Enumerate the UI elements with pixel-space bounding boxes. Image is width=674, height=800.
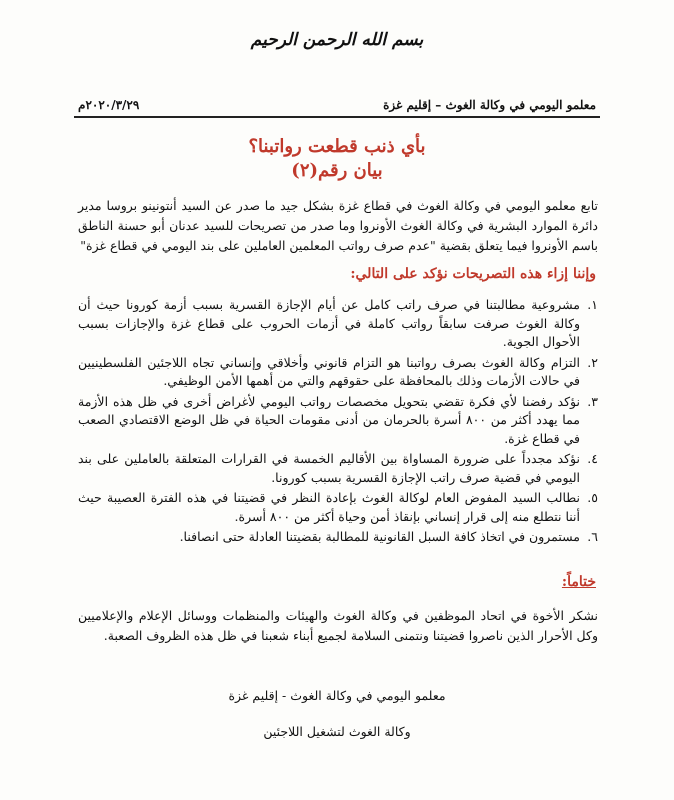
list-item [78,296,598,352]
points-subheading: وإننا إزاء هذه التصريحات نؤكد على التالي: [350,266,596,282]
basmala-heading: بسم الله الرحمن الرحيم [250,30,424,50]
statement-number: بيان رقم(٢) [291,160,383,181]
signature-line-2: وكالة الغوث لتشغيل اللاجئين [263,724,411,739]
point-number: ٤. [587,451,598,466]
statement-title: بأي ذنب قطعت رواتبنا؟ [248,136,426,157]
point-number: ١. [587,297,598,312]
list-item [78,489,598,526]
point-text: نطالب السيد المفوض العام لوكالة الغوث بإعادة النظر في قضيتنا في هذه الفترة العصيبة حيث أننا نتطلع منه إلى قرار إنساني بإنقاذ أمن وحياة أكثر من ٨٠٠ أسرة. [78,490,580,524]
points-list [78,296,598,549]
header-organization: معلمو اليومي في وكالة الغوث – إقليم غزة [383,98,596,112]
point-text: التزام وكالة الغوث بصرف رواتبنا هو التزام قانوني وأخلاقي وإنساني تجاه اللاجئين الفلسطينيين في حالات الأزمات وذلك بالمحافظة على حقوقهم والتي من أهمها الأمن الوظيفي. [78,354,580,388]
list-item [78,528,598,547]
point-text: مشروعية مطالبتنا في صرف راتب كامل عن أيام الإجازة القسرية بسبب أزمة كورونا حيث أن وكالة الغوث صرفت سابقاً رواتب كاملة في أزمات الحروب على قطاع غزة والإجازات بسبب الأحوال الجوية. [78,297,580,349]
point-number: ٥. [587,490,598,505]
header-divider [74,116,600,118]
signature-line-1: معلمو اليومي في وكالة الغوث - إقليم غزة [228,688,446,703]
point-text: نؤكد رفضنا لأي فكرة تقضي بتحويل مخصصات رواتب اليومي لأغراض أخرى في ظل هذه الأزمة مما يهدد أكثر من ٨٠٠ أسرة بالحرمان من أدنى مقومات الحياة في ظل الوضع الاقتصادي الصعب في قطاع غزة. [78,393,581,446]
point-number: ٦. [587,529,598,544]
list-item [78,393,598,449]
header-date: ٢٠٢٠/٣/٢٩م [78,98,140,112]
point-text: مستمرون في اتخاذ كافة السبل القانونية للمطالبة بقضيتنا العادلة حتى انصافنا. [179,529,580,544]
list-item [78,354,598,391]
closing-heading: ختاماً: [561,574,596,590]
list-item [78,450,598,487]
point-text: نؤكد مجدداً على ضرورة المساواة بين الأقاليم الخمسة في القرارات المتعلقة بالعاملين على بند اليومي في قضية صرف راتب الإجازة القسرية بسبب كورونا. [78,451,580,485]
closing-paragraph: نشكر الأخوة في اتحاد الموظفين في وكالة الغوث والهيئات والمنظمات ووسائل الإعلام والإعلاميين وكل الأحرار الذين ناصروا قضيتنا ونتمنى السلامة لجميع أبناء شعبنا في ظل هذه الظروف الصعبة. [78,608,598,643]
point-number: ٣. [587,393,598,409]
point-number: ٢. [587,354,598,370]
intro-paragraph: تابع معلمو اليومي في وكالة الغوث في قطاع غزة بشكل جيد ما صدر عن السيد أنتونينو بروسا مدير دائرة الموارد البشرية في وكالة الغوث الأونروا وما صدر من تصريحات للسيد عدنان أبو حسنة الناطق باسم الأونروا فيما يتعلق بقضية "عدم صرف رواتب المعلمين العاملين على بند اليومي في قطاع غزة" [78,198,598,253]
